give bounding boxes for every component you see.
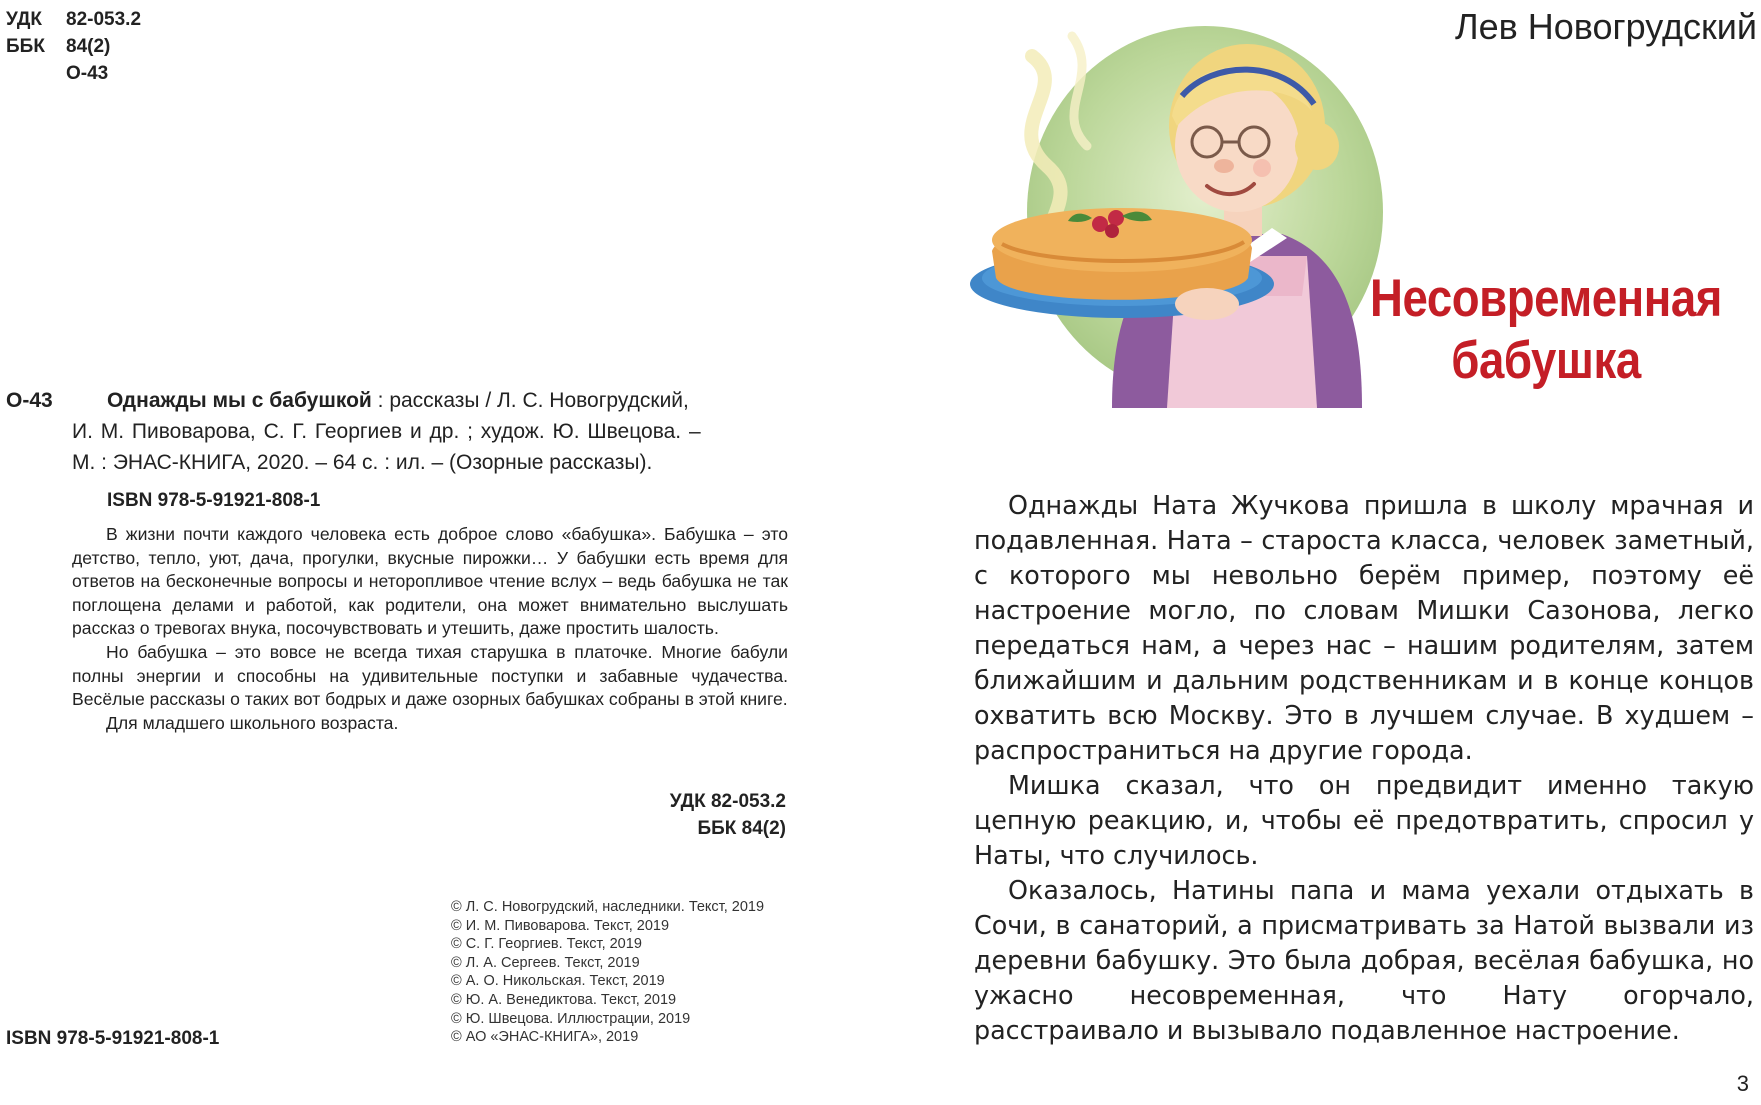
- story-text: [974, 488, 1754, 1048]
- copyright-line: © Л. А. Сергеев. Текст, 2019: [451, 954, 640, 971]
- udk-value: 82-053.2: [66, 9, 142, 30]
- bib-line-3: М. : ЭНАС-КНИГА, 2020. – 64 с. : ил. – (Озорные рассказы).: [72, 451, 653, 474]
- annotation: [72, 523, 788, 735]
- story-paragraph: Однажды Ната Жучкова пришла в школу мрачная и подавленная. Ната – староста класса, человек заметный, с которого мы невольно берём пример, поэтому её настроение могло, по словам Мишки Сазонова, легко передаться нам, а через нас – нашим родителям, затем ближайшим и дальним родственникам и в конце концов охватить всю Москву. Это в лучшем случае. В худшем – распространиться на другие города.: [974, 490, 1754, 765]
- author-sign: О-43: [66, 63, 109, 84]
- annotation-paragraph: Для младшего школьного возраста.: [106, 712, 399, 733]
- page-number: 3: [1736, 1071, 1749, 1096]
- copyright-line: © А. О. Никольская. Текст, 2019: [451, 973, 665, 990]
- copyright-line: © С. Г. Георгиев. Текст, 2019: [451, 936, 642, 953]
- classification-codes: [6, 6, 141, 87]
- bib-line-1-rest: : рассказы / Л. С. Новогрудский,: [371, 389, 689, 412]
- story-paragraph: Мишка сказал, что он предвидит именно такую цепную реакцию, и, чтобы её предотвратить, спросил у Наты, что случилось.: [974, 770, 1754, 870]
- annotation-paragraph: В жизни почти каждого человека есть доброе слово «бабушка». Бабушка – это детство, тепло, уют, дача, прогулки, вкусные пирожки… У бабушки есть время для ответов на бесконечные вопросы и неторопливое чтение вслух – ведь бабушка не так поглощена делами и работой, как родители, она может внимательно выслушать рассказ о тревогах внука, посочувствовать и утешить, даже простить шалость.: [72, 524, 788, 639]
- classification-codes-bottom: [520, 788, 786, 842]
- bib-line-2: И. М. Пивоварова, С. Г. Георгиев и др. ; худож. Ю. Швецова. –: [72, 420, 701, 443]
- story-paragraph: Оказалось, Натины папа и мама уехали отдыхать в Сочи, в санаторий, а присматривать за Натой вызвали из деревни бабушку. Это была добрая, весёлая бабушка, но ужасно несовременная, что Нату огорчало, расстраивало и вызывало подавленное настроение.: [974, 875, 1754, 1045]
- udk-label: УДК: [6, 9, 42, 30]
- isbn-main: ISBN 978-5-91921-808-1: [107, 490, 321, 511]
- bbk-label: ББК: [6, 36, 45, 57]
- story-title-line: бабушка: [1451, 331, 1641, 390]
- story-page: [870, 0, 1761, 1105]
- annotation-paragraph: Но бабушка – это вовсе не всегда тихая старушка в платочке. Многие бабули полны энергии и способны на удивительные поступки и забавные чудачества. Весёлые рассказы о таких вот бодрых и даже озорных бабушках собраны в этой книге.: [72, 641, 788, 710]
- bib-line-1: [107, 385, 785, 416]
- copyright-line: © АО «ЭНАС-КНИГА», 2019: [451, 1029, 639, 1046]
- copyright-line: © И. М. Пивоварова. Текст, 2019: [451, 917, 670, 934]
- copyright-line: © Л. С. Новогрудский, наследники. Текст, 2019: [451, 899, 765, 915]
- grandmother-illustration: [962, 16, 1422, 408]
- book-title: Однажды мы с бабушкой: [107, 389, 372, 412]
- author-name: Лев Новогрудский: [1454, 6, 1757, 47]
- isbn-bottom: ISBN 978-5-91921-808-1: [6, 1028, 220, 1049]
- bbk-value: 84(2): [66, 36, 111, 57]
- udk-bottom: УДК 82-053.2: [669, 791, 786, 812]
- story-title-line: Несовременная: [1370, 269, 1722, 328]
- bbk-bottom: ББК 84(2): [697, 818, 786, 839]
- copyright-line: © Ю. А. Венедиктова. Текст, 2019: [451, 991, 677, 1008]
- copyright-list: [451, 898, 764, 1047]
- copyright-line: © Ю. Швецова. Иллюстрации, 2019: [451, 1010, 691, 1027]
- story-title: [1362, 268, 1730, 392]
- imprint-page: [0, 0, 870, 1105]
- catalog-sign: О-43: [6, 389, 53, 412]
